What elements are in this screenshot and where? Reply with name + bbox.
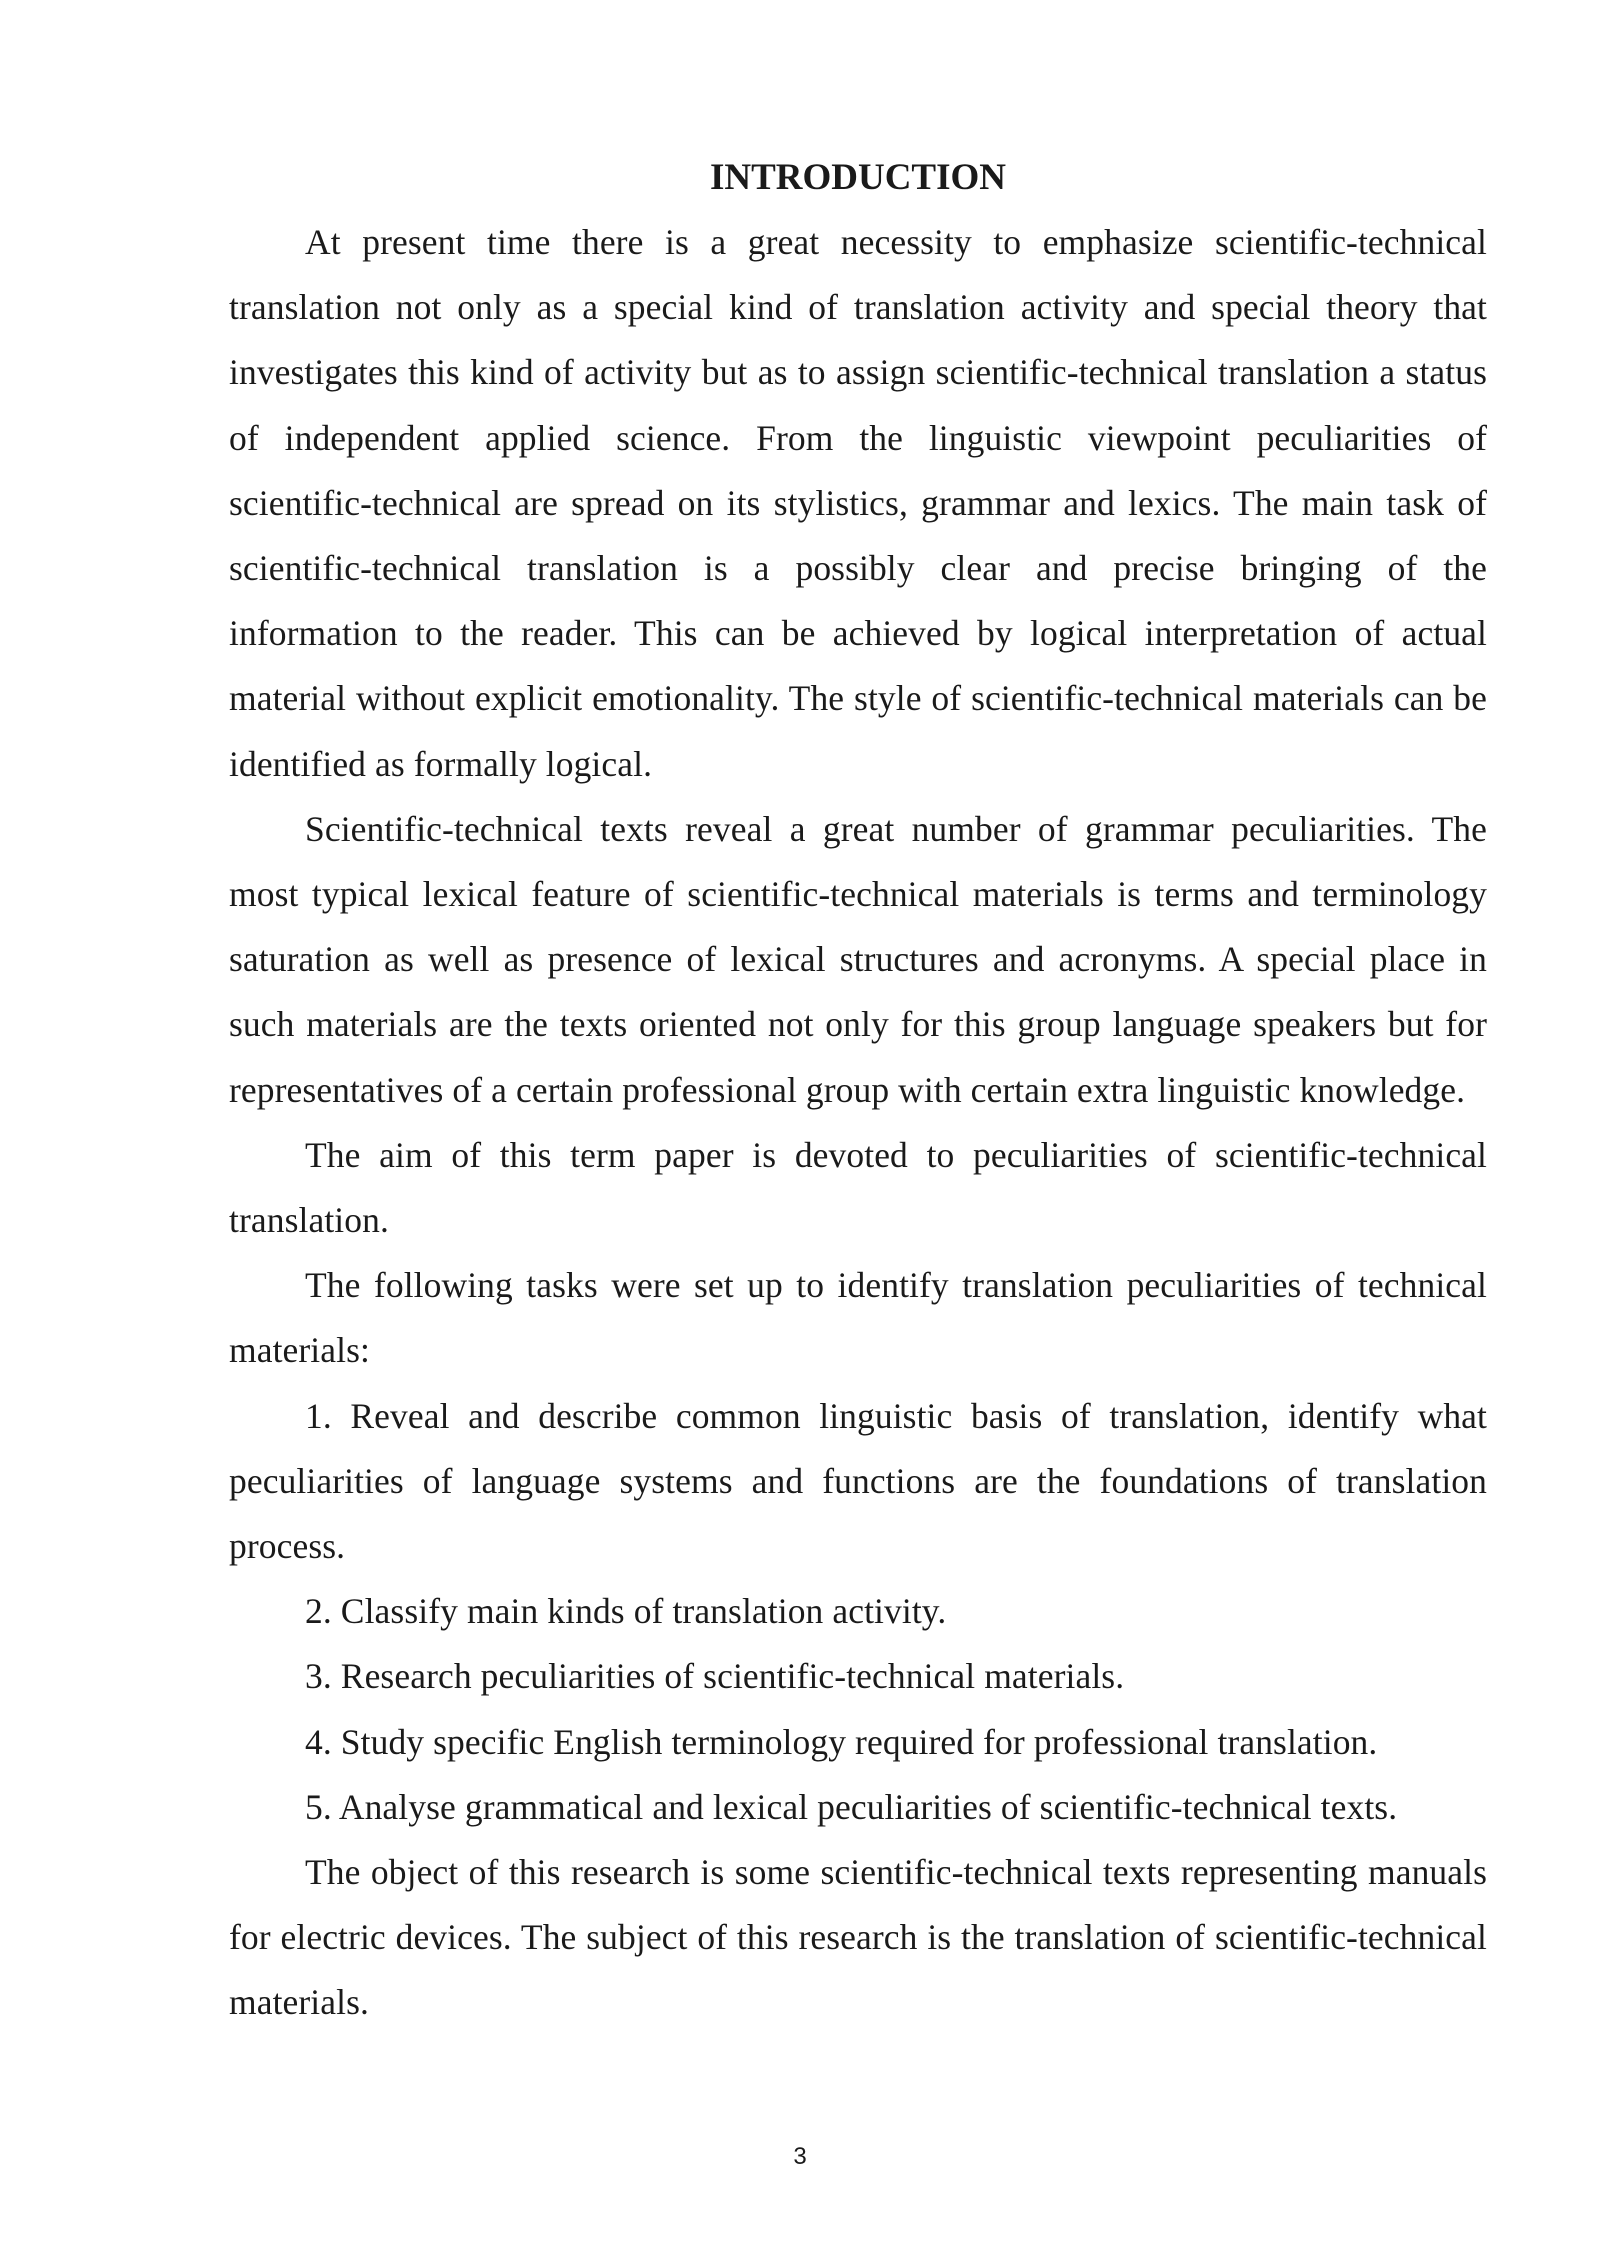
task-item-2: 2. Classify main kinds of translation activity. — [305, 1591, 947, 1632]
task-item-1: 1. Reveal and describe common linguistic basis of translation, identify what peculiarities of language systems and functions are the foundations of translation process. — [229, 1395, 1487, 1567]
page-body — [229, 145, 1487, 2036]
page-number: 3 — [793, 2143, 807, 2170]
paragraph-tasks: The following tasks were set up to identify translation peculiarities of technical materials: — [229, 1265, 1487, 1371]
paragraph-features: Scientific-technical texts reveal a great number of grammar peculiarities. The most typical lexical feature of scientific-technical materials is terms and terminology saturation as well as presence of lexical structures and acronyms. A special place in such materials are the texts oriented not only for this group language speakers but for representatives of a certain professional group with certain extra linguistic knowledge. — [229, 808, 1487, 1110]
paragraph-aim: The aim of this term paper is devoted to peculiarities of scientific-technical translation. — [229, 1134, 1487, 1241]
paragraph-object-subject: The object of this research is some scientific-technical texts representing manuals for electric devices. The subject of this research is the translation of scientific-technical materials. — [229, 1852, 1487, 2023]
paragraph-intro: At present time there is a great necessity to emphasize scientific-technical translation not only as a special kind of translation activity and special theory that investigates this kind of activity but as to assign scientific-technical translation a status of independent applied science. From the linguistic viewpoint peculiarities of scientific-technical are spread on its stylistics, grammar and lexics. The main task of scientific-technical translation is a possibly clear and precise bringing of the information to the reader. This can be achieved by logical interpretation of actual material without explicit emotionality. The style of scientific-technical materials can be identified as formally logical. — [229, 222, 1487, 784]
task-item-5: 5. Analyse grammatical and lexical peculiarities of scientific-technical texts. — [305, 1786, 1398, 1827]
task-item-3: 3. Research peculiarities of scientific-technical materials. — [305, 1656, 1125, 1697]
task-item-4: 4. Study specific English terminology required for professional translation. — [305, 1721, 1378, 1762]
page-title: INTRODUCTION — [709, 157, 1007, 198]
